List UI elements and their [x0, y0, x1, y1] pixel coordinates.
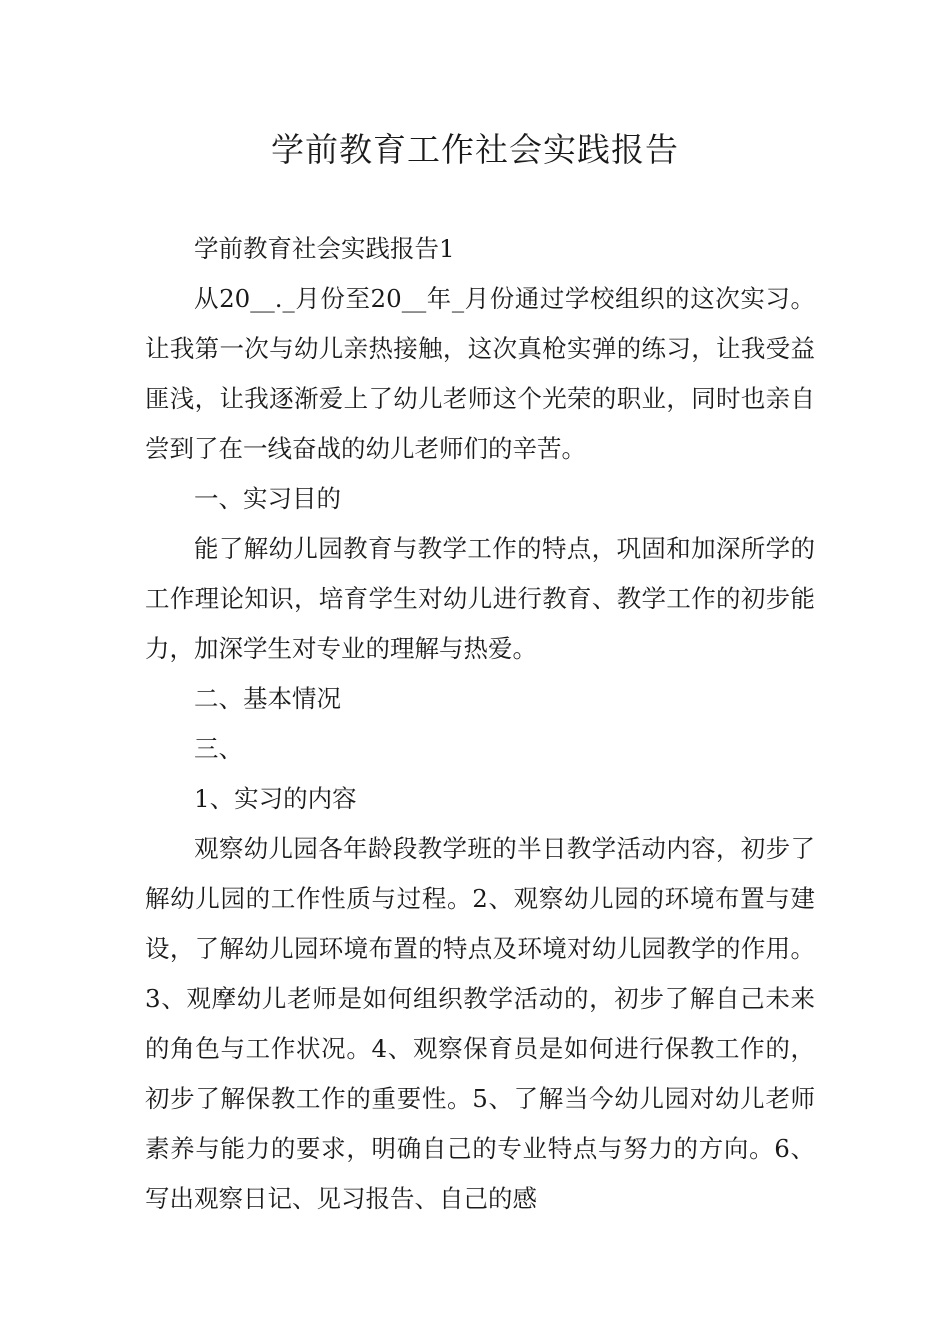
paragraph: 能了解幼儿园教育与教学工作的特点，巩固和加深所学的工作理论知识，培育学生对幼儿进行教育、教学工作的初步能力，加深学生对专业的理解与热爱。 — [145, 534, 815, 663]
section-heading: 学前教育社会实践报告1 — [194, 234, 455, 263]
document-body — [145, 224, 815, 1224]
section-heading: 1、实习的内容 — [194, 784, 357, 813]
section-heading: 三、 — [194, 734, 243, 763]
paragraph: 观察幼儿园各年龄段教学班的半日教学活动内容，初步了解幼儿园的工作性质与过程。2、观察幼儿园的环境布置与建设，了解幼儿园环境布置的特点及环境对幼儿园教学的作用。3、观摩幼儿老师是如何组织教学活动的，初步了解自己未来的角色与工作状况。4、观察保育员是如何进行保教工作的，初步了解保教工作的重要性。5、了解当今幼儿园对幼儿老师素养与能力的要求，明确自己的专业特点与努力的方向。6、写出观察日记、见习报告、自己的感 — [145, 834, 815, 1213]
document-title: 学前教育工作社会实践报告 — [271, 130, 679, 169]
section-heading: 二、基本情况 — [194, 684, 341, 713]
paragraph: 从20__._月份至20__年_月份通过学校组织的这次实习。让我第一次与幼儿亲热接触，这次真枪实弹的练习，让我受益匪浅，让我逐渐爱上了幼儿老师这个光荣的职业，同时也亲自尝到了在一线奋战的幼儿老师们的辛苦。 — [145, 284, 815, 463]
section-heading: 一、实习目的 — [194, 484, 341, 513]
